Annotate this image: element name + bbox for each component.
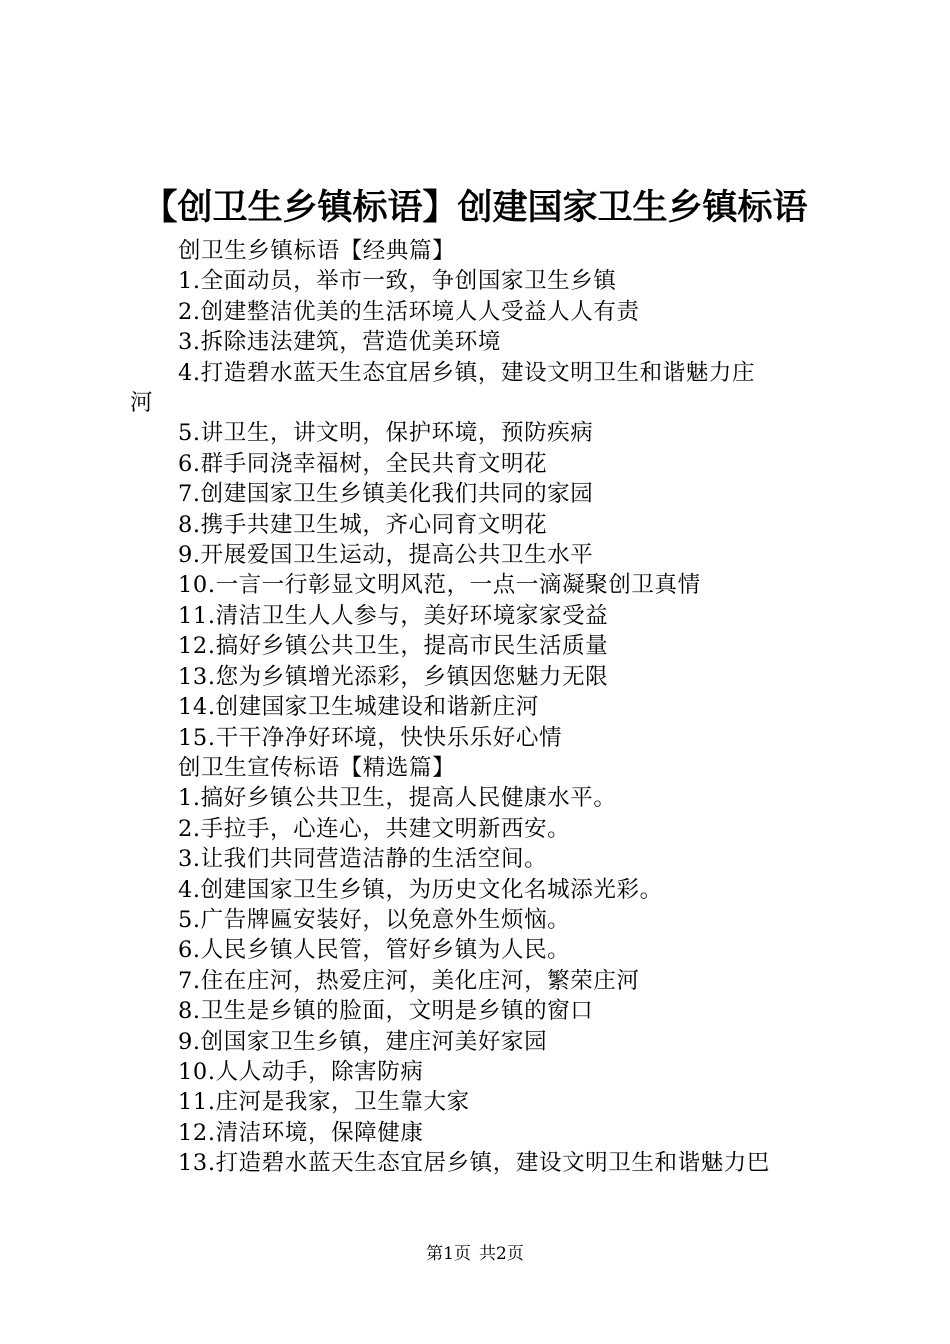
slogan-item: 5.广告牌匾安装好，以免意外生烦恼。 <box>178 906 571 933</box>
slogan-item: 12.清洁环境，保障健康 <box>178 1119 424 1146</box>
slogan-item-continuation: 河 <box>130 390 154 417</box>
document-body <box>130 236 850 1179</box>
slogan-item: 10.一言一行彰显文明风范，一点一滴凝聚创卫真情 <box>178 572 701 599</box>
slogan-item: 7.创建国家卫生乡镇美化我们共同的家园 <box>178 481 594 508</box>
slogan-item: 13.打造碧水蓝天生态宜居乡镇，建设文明卫生和谐魅力巴 <box>178 1150 770 1177</box>
slogan-item: 8.携手共建卫生城，齐心同育文明花 <box>178 511 548 538</box>
slogan-item: 12.搞好乡镇公共卫生，提高市民生活质量 <box>178 633 609 660</box>
slogan-item: 9.开展爱国卫生运动，提高公共卫生水平 <box>178 542 594 569</box>
page-footer <box>0 1243 950 1265</box>
slogan-item: 3.拆除违法建筑，营造优美环境 <box>178 329 501 356</box>
section-heading-selected: 创卫生宣传标语【精选篇】 <box>178 754 456 781</box>
section-heading-classic: 创卫生乡镇标语【经典篇】 <box>178 238 456 264</box>
slogan-item: 7.住在庄河，热爱庄河，美化庄河，繁荣庄河 <box>178 967 640 994</box>
slogan-item: 11.庄河是我家，卫生靠大家 <box>178 1089 470 1116</box>
slogan-item: 10.人人动手，除害防病 <box>178 1058 424 1085</box>
slogan-item: 13.您为乡镇增光添彩，乡镇因您魅力无限 <box>178 663 609 690</box>
slogan-item: 5.讲卫生，讲文明，保护环境，预防疾病 <box>178 420 594 447</box>
slogan-item: 11.清洁卫生人人参与，美好环境家家受益 <box>178 602 609 629</box>
slogan-item: 15.干干净净好环境，快快乐乐好心情 <box>178 724 563 751</box>
slogan-item: 2.创建整洁优美的生活环境人人受益人人有责 <box>178 298 640 325</box>
slogan-item: 4.打造碧水蓝天生态宜居乡镇，建设文明卫生和谐魅力庄 <box>178 359 756 386</box>
slogan-item: 6.人民乡镇人民管，管好乡镇为人民。 <box>178 937 571 964</box>
page-total: 共2页 <box>479 1244 524 1264</box>
slogan-item: 9.创国家卫生乡镇，建庄河美好家园 <box>178 1028 548 1055</box>
document-title: 【创卫生乡镇标语】创建国家卫生乡镇标语 <box>142 187 808 228</box>
slogan-item: 8.卫生是乡镇的脸面，文明是乡镇的窗口 <box>178 998 594 1025</box>
slogan-item: 1.全面动员，举市一致，争创国家卫生乡镇 <box>178 268 617 295</box>
slogan-item: 6.群手同浇幸福树，全民共育文明花 <box>178 450 548 477</box>
slogan-item: 2.手拉手，心连心，共建文明新西安。 <box>178 815 571 842</box>
page-number: 第1页 <box>426 1244 471 1264</box>
slogan-item: 1.搞好乡镇公共卫生，提高人民健康水平。 <box>178 785 617 812</box>
slogan-item: 14.创建国家卫生城建设和谐新庄河 <box>178 694 539 721</box>
slogan-item: 4.创建国家卫生乡镇，为历史文化名城添光彩。 <box>178 876 663 903</box>
slogan-item: 3.让我们共同营造洁静的生活空间。 <box>178 846 548 873</box>
